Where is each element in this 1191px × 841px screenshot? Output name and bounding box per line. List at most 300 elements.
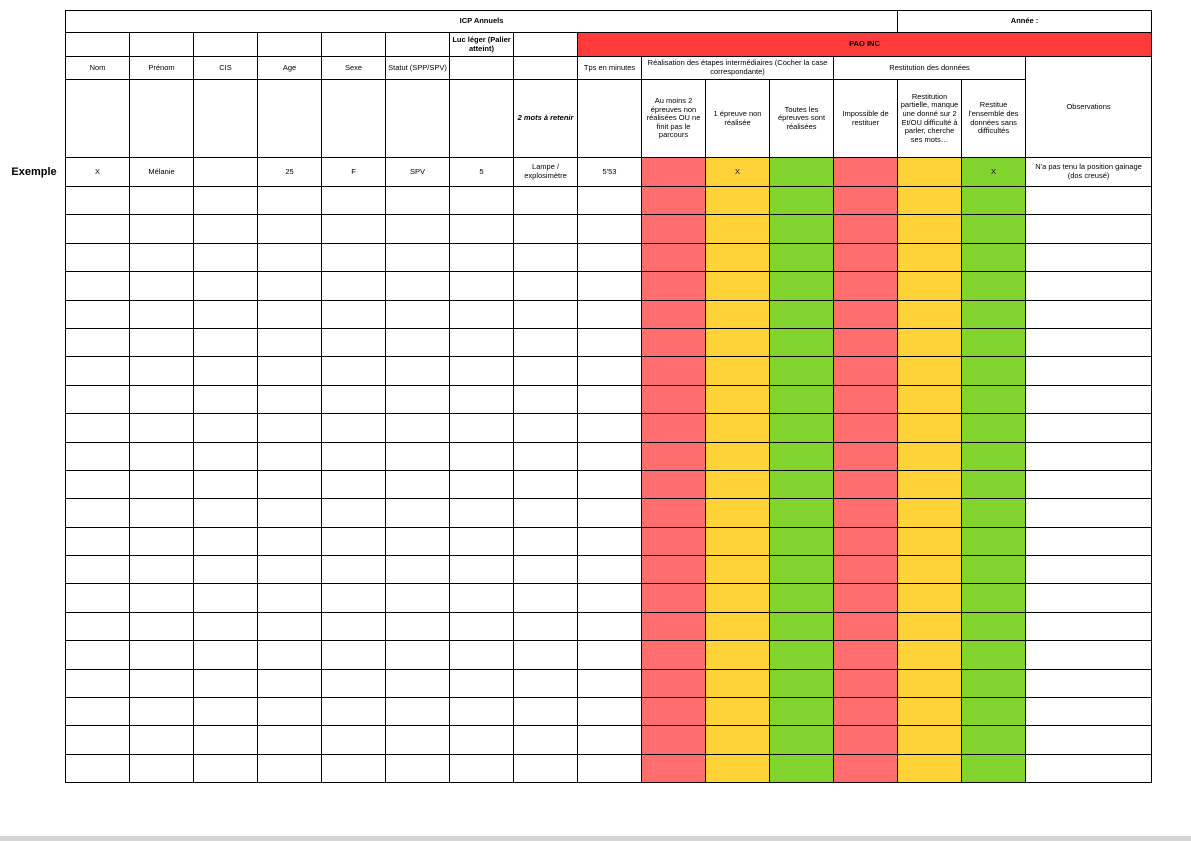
cell-observations[interactable] bbox=[1026, 556, 1152, 584]
cell-observations[interactable] bbox=[1026, 612, 1152, 640]
cell-palier[interactable]: 5 bbox=[450, 158, 514, 187]
cell-cis[interactable] bbox=[194, 300, 258, 328]
cell-cis[interactable] bbox=[194, 726, 258, 754]
cell-rest-2[interactable] bbox=[898, 669, 962, 697]
cell-nom[interactable] bbox=[66, 328, 130, 356]
cell-real-3[interactable] bbox=[770, 187, 834, 215]
cell-prenom[interactable] bbox=[130, 612, 194, 640]
cell-real-3[interactable] bbox=[770, 669, 834, 697]
cell-statut[interactable] bbox=[386, 527, 450, 555]
cell-nom[interactable] bbox=[66, 470, 130, 498]
cell-statut[interactable] bbox=[386, 414, 450, 442]
cell-real-2[interactable] bbox=[706, 215, 770, 243]
cell-rest-3[interactable] bbox=[962, 187, 1026, 215]
cell-age[interactable] bbox=[258, 556, 322, 584]
cell-sexe[interactable] bbox=[322, 357, 386, 385]
cell-real-2[interactable] bbox=[706, 726, 770, 754]
cell-tps[interactable] bbox=[578, 187, 642, 215]
cell-rest-1[interactable] bbox=[834, 414, 898, 442]
cell-rest-3[interactable] bbox=[962, 442, 1026, 470]
cell-prenom[interactable] bbox=[130, 754, 194, 782]
cell-rest-3[interactable] bbox=[962, 300, 1026, 328]
cell-rest-2[interactable] bbox=[898, 612, 962, 640]
cell-statut[interactable] bbox=[386, 698, 450, 726]
cell-statut[interactable] bbox=[386, 215, 450, 243]
cell-age[interactable] bbox=[258, 669, 322, 697]
cell-rest-2[interactable] bbox=[898, 641, 962, 669]
cell-real-1[interactable] bbox=[642, 584, 706, 612]
cell-age[interactable] bbox=[258, 328, 322, 356]
cell-rest-2[interactable] bbox=[898, 272, 962, 300]
cell-palier[interactable] bbox=[450, 584, 514, 612]
cell-mots[interactable] bbox=[514, 300, 578, 328]
cell-real-2[interactable] bbox=[706, 414, 770, 442]
cell-rest-3[interactable] bbox=[962, 357, 1026, 385]
blank-cell[interactable] bbox=[514, 33, 578, 57]
cell-statut[interactable] bbox=[386, 442, 450, 470]
cell-rest-3[interactable] bbox=[962, 584, 1026, 612]
cell-sexe[interactable] bbox=[322, 328, 386, 356]
cell-real-1[interactable] bbox=[642, 243, 706, 271]
cell-real-2[interactable] bbox=[706, 328, 770, 356]
cell-rest-1[interactable] bbox=[834, 328, 898, 356]
cell-age[interactable] bbox=[258, 272, 322, 300]
cell-sexe[interactable]: F bbox=[322, 158, 386, 187]
cell-observations[interactable] bbox=[1026, 215, 1152, 243]
cell-rest-1[interactable] bbox=[834, 641, 898, 669]
cell-real-1[interactable] bbox=[642, 215, 706, 243]
cell-tps[interactable] bbox=[578, 499, 642, 527]
cell-age[interactable] bbox=[258, 584, 322, 612]
cell-palier[interactable] bbox=[450, 726, 514, 754]
cell-real-3[interactable] bbox=[770, 243, 834, 271]
cell-real-2[interactable] bbox=[706, 641, 770, 669]
cell-real-3[interactable] bbox=[770, 158, 834, 187]
cell-real-2[interactable] bbox=[706, 499, 770, 527]
cell-rest-2[interactable] bbox=[898, 499, 962, 527]
cell-palier[interactable] bbox=[450, 215, 514, 243]
cell-nom[interactable] bbox=[66, 556, 130, 584]
cell-mots[interactable] bbox=[514, 698, 578, 726]
cell-cis[interactable] bbox=[194, 158, 258, 187]
cell-rest-1[interactable] bbox=[834, 442, 898, 470]
cell-age[interactable] bbox=[258, 698, 322, 726]
cell-rest-2[interactable] bbox=[898, 527, 962, 555]
cell-statut[interactable] bbox=[386, 669, 450, 697]
cell-nom[interactable] bbox=[66, 641, 130, 669]
cell-observations[interactable] bbox=[1026, 357, 1152, 385]
cell-rest-1[interactable] bbox=[834, 669, 898, 697]
cell-tps[interactable] bbox=[578, 641, 642, 669]
cell-palier[interactable] bbox=[450, 754, 514, 782]
blank-cell[interactable] bbox=[322, 33, 386, 57]
cell-rest-2[interactable] bbox=[898, 215, 962, 243]
cell-tps[interactable] bbox=[578, 215, 642, 243]
cell-rest-1[interactable] bbox=[834, 612, 898, 640]
cell-real-2[interactable] bbox=[706, 669, 770, 697]
cell-rest-2[interactable] bbox=[898, 470, 962, 498]
cell-rest-2[interactable] bbox=[898, 698, 962, 726]
cell-real-1[interactable] bbox=[642, 669, 706, 697]
cell-tps[interactable] bbox=[578, 385, 642, 413]
cell-prenom[interactable] bbox=[130, 584, 194, 612]
cell-rest-2[interactable] bbox=[898, 556, 962, 584]
cell-real-2[interactable] bbox=[706, 754, 770, 782]
cell-mots[interactable] bbox=[514, 669, 578, 697]
cell-mots[interactable] bbox=[514, 527, 578, 555]
cell-prenom[interactable] bbox=[130, 470, 194, 498]
cell-prenom[interactable] bbox=[130, 300, 194, 328]
cell-rest-1[interactable] bbox=[834, 726, 898, 754]
cell-age[interactable] bbox=[258, 414, 322, 442]
cell-prenom[interactable] bbox=[130, 641, 194, 669]
cell-tps[interactable] bbox=[578, 328, 642, 356]
cell-statut[interactable] bbox=[386, 243, 450, 271]
cell-tps[interactable] bbox=[578, 556, 642, 584]
cell-sexe[interactable] bbox=[322, 754, 386, 782]
cell-age[interactable] bbox=[258, 527, 322, 555]
cell-sexe[interactable] bbox=[322, 698, 386, 726]
cell-rest-3[interactable] bbox=[962, 556, 1026, 584]
cell-sexe[interactable] bbox=[322, 499, 386, 527]
cell-mots[interactable] bbox=[514, 584, 578, 612]
cell-palier[interactable] bbox=[450, 499, 514, 527]
cell-palier[interactable] bbox=[450, 300, 514, 328]
cell-statut[interactable] bbox=[386, 272, 450, 300]
cell-sexe[interactable] bbox=[322, 243, 386, 271]
cell-statut[interactable] bbox=[386, 187, 450, 215]
cell-palier[interactable] bbox=[450, 414, 514, 442]
cell-nom[interactable] bbox=[66, 584, 130, 612]
cell-rest-1[interactable] bbox=[834, 556, 898, 584]
cell-statut[interactable] bbox=[386, 556, 450, 584]
cell-nom[interactable] bbox=[66, 612, 130, 640]
cell-observations[interactable] bbox=[1026, 442, 1152, 470]
cell-tps[interactable]: 5'53 bbox=[578, 158, 642, 187]
cell-real-2[interactable] bbox=[706, 584, 770, 612]
cell-real-1[interactable] bbox=[642, 698, 706, 726]
cell-statut[interactable] bbox=[386, 328, 450, 356]
cell-mots[interactable] bbox=[514, 385, 578, 413]
cell-rest-3[interactable] bbox=[962, 612, 1026, 640]
cell-mots[interactable] bbox=[514, 328, 578, 356]
cell-observations[interactable] bbox=[1026, 584, 1152, 612]
cell-real-3[interactable] bbox=[770, 584, 834, 612]
cell-statut[interactable] bbox=[386, 641, 450, 669]
cell-real-3[interactable] bbox=[770, 754, 834, 782]
cell-nom[interactable] bbox=[66, 414, 130, 442]
cell-tps[interactable] bbox=[578, 414, 642, 442]
cell-age[interactable] bbox=[258, 641, 322, 669]
cell-prenom[interactable] bbox=[130, 726, 194, 754]
cell-cis[interactable] bbox=[194, 414, 258, 442]
cell-sexe[interactable] bbox=[322, 612, 386, 640]
cell-rest-3[interactable] bbox=[962, 527, 1026, 555]
cell-mots[interactable] bbox=[514, 612, 578, 640]
cell-cis[interactable] bbox=[194, 499, 258, 527]
cell-sexe[interactable] bbox=[322, 442, 386, 470]
cell-mots[interactable] bbox=[514, 243, 578, 271]
cell-prenom[interactable] bbox=[130, 442, 194, 470]
cell-tps[interactable] bbox=[578, 669, 642, 697]
cell-age[interactable] bbox=[258, 385, 322, 413]
cell-real-1[interactable] bbox=[642, 556, 706, 584]
cell-rest-1[interactable] bbox=[834, 357, 898, 385]
cell-real-3[interactable] bbox=[770, 442, 834, 470]
cell-real-3[interactable] bbox=[770, 357, 834, 385]
cell-palier[interactable] bbox=[450, 187, 514, 215]
cell-tps[interactable] bbox=[578, 357, 642, 385]
cell-real-2[interactable] bbox=[706, 442, 770, 470]
cell-palier[interactable] bbox=[450, 272, 514, 300]
cell-real-2[interactable] bbox=[706, 243, 770, 271]
cell-prenom[interactable] bbox=[130, 272, 194, 300]
cell-mots[interactable] bbox=[514, 641, 578, 669]
cell-real-1[interactable] bbox=[642, 726, 706, 754]
cell-rest-1[interactable] bbox=[834, 272, 898, 300]
cell-rest-3[interactable] bbox=[962, 470, 1026, 498]
cell-mots[interactable] bbox=[514, 187, 578, 215]
cell-cis[interactable] bbox=[194, 470, 258, 498]
cell-tps[interactable] bbox=[578, 527, 642, 555]
cell-real-3[interactable] bbox=[770, 641, 834, 669]
cell-real-2[interactable] bbox=[706, 698, 770, 726]
cell-prenom[interactable] bbox=[130, 328, 194, 356]
cell-nom[interactable] bbox=[66, 698, 130, 726]
cell-rest-1[interactable] bbox=[834, 158, 898, 187]
cell-prenom[interactable] bbox=[130, 499, 194, 527]
cell-rest-3[interactable] bbox=[962, 669, 1026, 697]
year-field[interactable]: Année : bbox=[898, 11, 1152, 33]
cell-real-3[interactable] bbox=[770, 527, 834, 555]
cell-rest-3[interactable] bbox=[962, 641, 1026, 669]
cell-real-1[interactable] bbox=[642, 272, 706, 300]
cell-sexe[interactable] bbox=[322, 414, 386, 442]
cell-real-2[interactable]: X bbox=[706, 158, 770, 187]
cell-cis[interactable] bbox=[194, 385, 258, 413]
cell-palier[interactable] bbox=[450, 243, 514, 271]
cell-statut[interactable] bbox=[386, 754, 450, 782]
cell-prenom[interactable] bbox=[130, 243, 194, 271]
cell-sexe[interactable] bbox=[322, 470, 386, 498]
cell-observations[interactable] bbox=[1026, 669, 1152, 697]
cell-age[interactable] bbox=[258, 357, 322, 385]
cell-real-1[interactable] bbox=[642, 641, 706, 669]
cell-sexe[interactable] bbox=[322, 300, 386, 328]
cell-observations[interactable] bbox=[1026, 470, 1152, 498]
cell-real-3[interactable] bbox=[770, 272, 834, 300]
cell-palier[interactable] bbox=[450, 328, 514, 356]
cell-rest-2[interactable] bbox=[898, 754, 962, 782]
cell-rest-1[interactable] bbox=[834, 584, 898, 612]
cell-rest-1[interactable] bbox=[834, 698, 898, 726]
cell-real-3[interactable] bbox=[770, 612, 834, 640]
cell-sexe[interactable] bbox=[322, 669, 386, 697]
cell-cis[interactable] bbox=[194, 641, 258, 669]
cell-sexe[interactable] bbox=[322, 385, 386, 413]
cell-palier[interactable] bbox=[450, 669, 514, 697]
cell-nom[interactable] bbox=[66, 385, 130, 413]
cell-real-2[interactable] bbox=[706, 612, 770, 640]
cell-real-1[interactable] bbox=[642, 357, 706, 385]
cell-sexe[interactable] bbox=[322, 726, 386, 754]
cell-tps[interactable] bbox=[578, 442, 642, 470]
blank-cell[interactable] bbox=[130, 33, 194, 57]
cell-statut[interactable] bbox=[386, 499, 450, 527]
cell-real-2[interactable] bbox=[706, 527, 770, 555]
cell-statut[interactable] bbox=[386, 300, 450, 328]
cell-prenom[interactable] bbox=[130, 357, 194, 385]
cell-observations[interactable] bbox=[1026, 328, 1152, 356]
cell-cis[interactable] bbox=[194, 357, 258, 385]
cell-tps[interactable] bbox=[578, 272, 642, 300]
cell-cis[interactable] bbox=[194, 527, 258, 555]
cell-observations[interactable] bbox=[1026, 272, 1152, 300]
cell-cis[interactable] bbox=[194, 556, 258, 584]
cell-age[interactable] bbox=[258, 442, 322, 470]
cell-mots[interactable] bbox=[514, 499, 578, 527]
cell-tps[interactable] bbox=[578, 584, 642, 612]
cell-tps[interactable] bbox=[578, 754, 642, 782]
cell-rest-3[interactable] bbox=[962, 215, 1026, 243]
cell-palier[interactable] bbox=[450, 442, 514, 470]
cell-rest-1[interactable] bbox=[834, 754, 898, 782]
cell-age[interactable] bbox=[258, 300, 322, 328]
cell-nom[interactable] bbox=[66, 243, 130, 271]
cell-mots[interactable] bbox=[514, 215, 578, 243]
cell-sexe[interactable] bbox=[322, 527, 386, 555]
cell-real-1[interactable] bbox=[642, 442, 706, 470]
cell-rest-3[interactable]: X bbox=[962, 158, 1026, 187]
cell-mots[interactable] bbox=[514, 414, 578, 442]
cell-nom[interactable] bbox=[66, 527, 130, 555]
cell-real-1[interactable] bbox=[642, 527, 706, 555]
cell-palier[interactable] bbox=[450, 470, 514, 498]
cell-real-3[interactable] bbox=[770, 385, 834, 413]
cell-tps[interactable] bbox=[578, 470, 642, 498]
cell-nom[interactable] bbox=[66, 726, 130, 754]
cell-real-2[interactable] bbox=[706, 272, 770, 300]
cell-real-2[interactable] bbox=[706, 300, 770, 328]
cell-observations[interactable] bbox=[1026, 754, 1152, 782]
cell-rest-2[interactable] bbox=[898, 414, 962, 442]
cell-rest-1[interactable] bbox=[834, 300, 898, 328]
cell-mots[interactable] bbox=[514, 556, 578, 584]
cell-statut[interactable] bbox=[386, 726, 450, 754]
cell-palier[interactable] bbox=[450, 385, 514, 413]
cell-nom[interactable] bbox=[66, 300, 130, 328]
cell-cis[interactable] bbox=[194, 328, 258, 356]
cell-observations[interactable] bbox=[1026, 385, 1152, 413]
cell-observations[interactable] bbox=[1026, 698, 1152, 726]
cell-rest-2[interactable] bbox=[898, 385, 962, 413]
cell-rest-2[interactable] bbox=[898, 357, 962, 385]
cell-age[interactable] bbox=[258, 243, 322, 271]
cell-rest-2[interactable] bbox=[898, 187, 962, 215]
cell-statut[interactable]: SPV bbox=[386, 158, 450, 187]
cell-prenom[interactable] bbox=[130, 527, 194, 555]
cell-prenom[interactable] bbox=[130, 669, 194, 697]
cell-age[interactable] bbox=[258, 499, 322, 527]
cell-real-2[interactable] bbox=[706, 385, 770, 413]
cell-sexe[interactable] bbox=[322, 272, 386, 300]
cell-observations[interactable] bbox=[1026, 726, 1152, 754]
cell-rest-1[interactable] bbox=[834, 470, 898, 498]
blank-cell[interactable] bbox=[194, 33, 258, 57]
cell-tps[interactable] bbox=[578, 243, 642, 271]
cell-cis[interactable] bbox=[194, 187, 258, 215]
cell-rest-1[interactable] bbox=[834, 243, 898, 271]
cell-statut[interactable] bbox=[386, 357, 450, 385]
cell-mots[interactable] bbox=[514, 357, 578, 385]
cell-real-1[interactable] bbox=[642, 499, 706, 527]
cell-nom[interactable] bbox=[66, 669, 130, 697]
cell-observations[interactable] bbox=[1026, 243, 1152, 271]
cell-palier[interactable] bbox=[450, 641, 514, 669]
cell-observations[interactable]: N'a pas tenu la position gainage (dos creusé) bbox=[1026, 158, 1152, 187]
cell-palier[interactable] bbox=[450, 556, 514, 584]
cell-nom[interactable] bbox=[66, 754, 130, 782]
cell-mots[interactable] bbox=[514, 726, 578, 754]
cell-prenom[interactable] bbox=[130, 385, 194, 413]
cell-rest-3[interactable] bbox=[962, 243, 1026, 271]
cell-nom[interactable] bbox=[66, 215, 130, 243]
cell-real-1[interactable] bbox=[642, 470, 706, 498]
cell-real-3[interactable] bbox=[770, 726, 834, 754]
cell-statut[interactable] bbox=[386, 584, 450, 612]
cell-real-2[interactable] bbox=[706, 187, 770, 215]
cell-cis[interactable] bbox=[194, 442, 258, 470]
cell-rest-3[interactable] bbox=[962, 272, 1026, 300]
cell-age[interactable] bbox=[258, 215, 322, 243]
cell-real-3[interactable] bbox=[770, 414, 834, 442]
cell-age[interactable] bbox=[258, 470, 322, 498]
cell-rest-3[interactable] bbox=[962, 754, 1026, 782]
cell-mots[interactable] bbox=[514, 470, 578, 498]
cell-rest-1[interactable] bbox=[834, 527, 898, 555]
cell-real-2[interactable] bbox=[706, 470, 770, 498]
cell-real-3[interactable] bbox=[770, 328, 834, 356]
cell-prenom[interactable] bbox=[130, 215, 194, 243]
blank-cell[interactable] bbox=[386, 33, 450, 57]
cell-mots[interactable]: Lampe / explosimètre bbox=[514, 158, 578, 187]
cell-real-1[interactable] bbox=[642, 612, 706, 640]
cell-observations[interactable] bbox=[1026, 527, 1152, 555]
cell-observations[interactable] bbox=[1026, 300, 1152, 328]
cell-rest-3[interactable] bbox=[962, 726, 1026, 754]
cell-rest-2[interactable] bbox=[898, 328, 962, 356]
cell-nom[interactable] bbox=[66, 272, 130, 300]
cell-real-1[interactable] bbox=[642, 754, 706, 782]
cell-palier[interactable] bbox=[450, 357, 514, 385]
cell-mots[interactable] bbox=[514, 272, 578, 300]
cell-real-3[interactable] bbox=[770, 215, 834, 243]
cell-rest-2[interactable] bbox=[898, 584, 962, 612]
cell-prenom[interactable] bbox=[130, 698, 194, 726]
cell-prenom[interactable] bbox=[130, 556, 194, 584]
cell-cis[interactable] bbox=[194, 754, 258, 782]
cell-tps[interactable] bbox=[578, 300, 642, 328]
cell-real-1[interactable] bbox=[642, 187, 706, 215]
cell-palier[interactable] bbox=[450, 612, 514, 640]
cell-age[interactable] bbox=[258, 726, 322, 754]
cell-cis[interactable] bbox=[194, 612, 258, 640]
cell-nom[interactable]: X bbox=[66, 158, 130, 187]
cell-real-2[interactable] bbox=[706, 556, 770, 584]
cell-rest-2[interactable] bbox=[898, 300, 962, 328]
cell-real-2[interactable] bbox=[706, 357, 770, 385]
cell-rest-1[interactable] bbox=[834, 215, 898, 243]
